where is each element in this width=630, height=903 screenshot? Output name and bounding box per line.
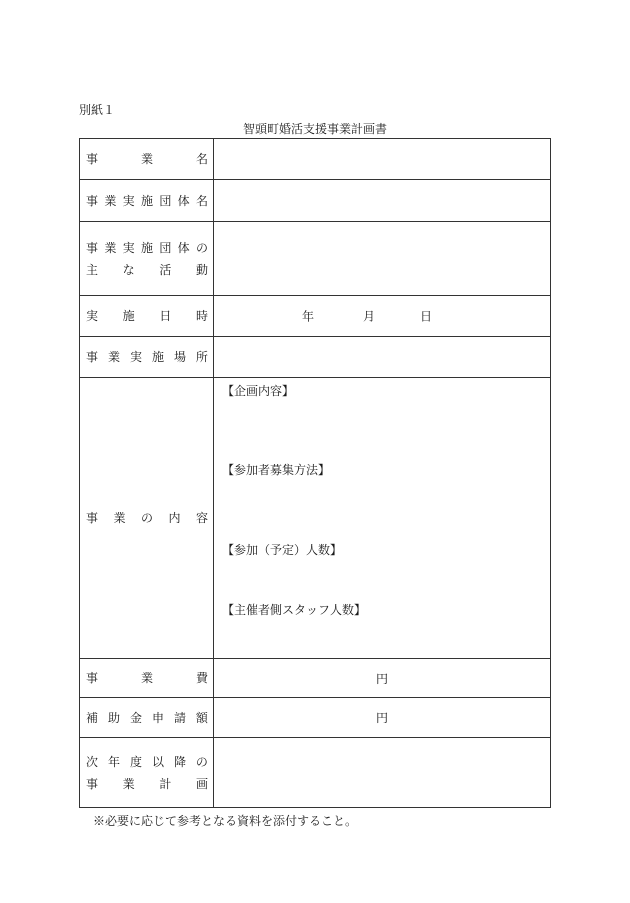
project-name-field[interactable]	[214, 139, 551, 180]
row-subsidy	[80, 698, 551, 738]
plan-form-table	[79, 138, 551, 808]
footnote: ※必要に応じて参考となる資料を添付すること。	[93, 814, 358, 828]
venue-field[interactable]	[214, 337, 551, 378]
yen-unit: 円	[375, 711, 388, 725]
label-content: 事 業 の 内 容	[80, 378, 214, 659]
org-activities-field[interactable]	[214, 222, 551, 296]
content-field[interactable]	[214, 378, 551, 659]
label-project-name: 事 業 名	[80, 139, 214, 180]
label-next-year-plan: 次 年 度 以 降 の 事 業 計 画	[80, 738, 214, 808]
cost-field[interactable]	[214, 659, 551, 698]
section-recruitment-method: 【参加者募集方法】	[222, 463, 331, 477]
subsidy-field[interactable]	[214, 698, 551, 738]
label-date: 実 施 日 時	[80, 296, 214, 337]
row-project-name	[80, 139, 551, 180]
label-cost: 事 業 費	[80, 659, 214, 698]
day-unit: 日	[420, 309, 433, 324]
annex-label: 別紙１	[79, 103, 116, 117]
document-title: 智頭町婚活支援事業計画書	[242, 122, 387, 136]
label-organization: 事 業 実 施 団 体 名	[80, 180, 214, 222]
row-org-activities	[80, 222, 551, 296]
row-next-year-plan	[80, 738, 551, 808]
yen-unit: 円	[375, 671, 388, 686]
label-org-activities: 事 業 実 施 団 体 の 主 な 活 動	[80, 222, 214, 296]
organization-field[interactable]	[214, 180, 551, 222]
section-plan-details: 【企画内容】	[222, 384, 295, 398]
row-cost	[80, 659, 551, 698]
label-subsidy: 補 助 金 申 請 額	[80, 698, 214, 738]
year-unit: 年	[302, 309, 315, 324]
row-venue	[80, 337, 551, 378]
date-field[interactable]	[214, 296, 551, 337]
section-staff-count: 【主催者側スタッフ人数】	[222, 603, 367, 617]
row-date	[80, 296, 551, 337]
section-participant-count: 【参加（予定）人数】	[222, 543, 343, 557]
label-venue: 事 業 実 施 場 所	[80, 337, 214, 378]
next-year-plan-field[interactable]	[214, 738, 551, 808]
month-unit: 月	[363, 309, 376, 324]
row-organization	[80, 180, 551, 222]
row-content	[80, 378, 551, 659]
